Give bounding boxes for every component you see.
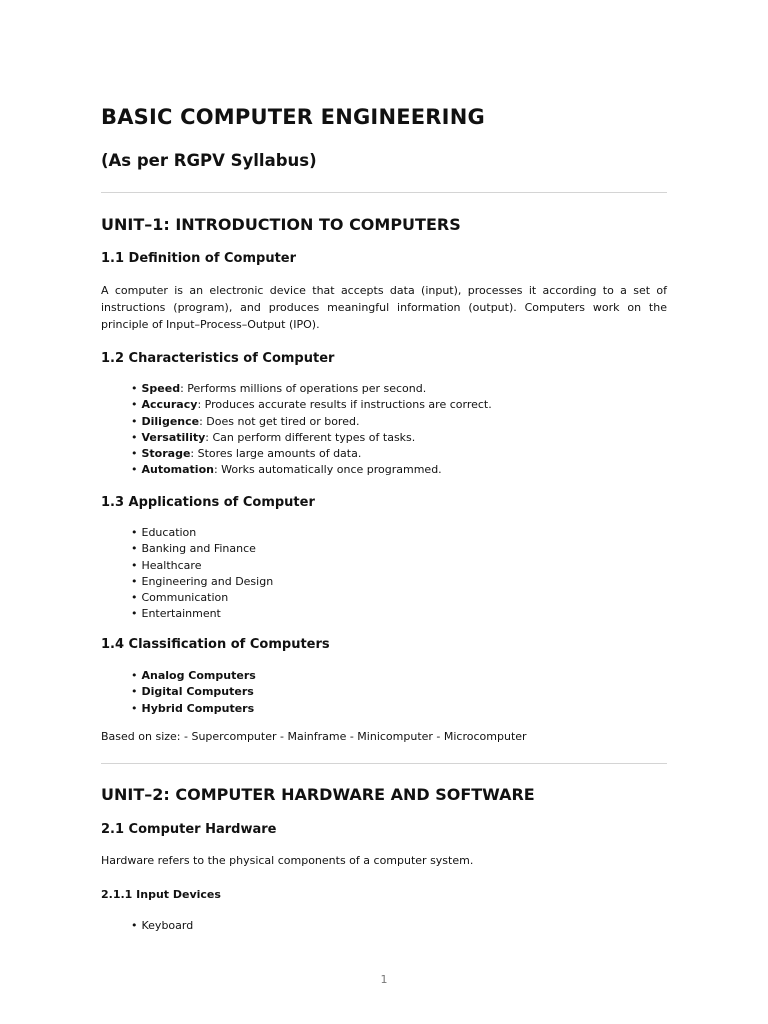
applications-list bbox=[131, 525, 273, 623]
divider bbox=[101, 192, 667, 193]
section-1-3-heading: 1.3 Applications of Computer bbox=[101, 495, 315, 510]
list-item: • Analog Computers bbox=[131, 669, 256, 682]
list-item: • Accuracy: Produces accurate results if instructions are correct. bbox=[131, 398, 492, 412]
list-item: • Storage: Stores large amounts of data. bbox=[131, 447, 362, 461]
list-item: • Healthcare bbox=[131, 558, 202, 572]
list-item: • Hybrid Computers bbox=[131, 701, 255, 715]
list-item: • Banking and Finance bbox=[131, 542, 256, 556]
list-item: • Communication bbox=[131, 591, 229, 605]
characteristics-list bbox=[131, 381, 492, 479]
unit2-heading: UNIT–2: COMPUTER HARDWARE AND SOFTWARE bbox=[101, 785, 535, 804]
section-2-1-text: Hardware refers to the physical components of a computer system. bbox=[101, 854, 474, 867]
list-item: • Speed: Performs millions of operations per second. bbox=[131, 382, 427, 395]
list-item: • Keyboard bbox=[131, 919, 194, 932]
page-number: 1 bbox=[380, 973, 388, 986]
list-item: • Engineering and Design bbox=[131, 574, 274, 588]
section-2-1-1-heading: 2.1.1 Input Devices bbox=[101, 888, 221, 901]
classification-size-text: Based on size: - Supercomputer - Mainframe - Minicomputer - Microcomputer bbox=[101, 730, 527, 743]
section-1-1-text: A computer is an electronic device that accepts data (input), processes it according to a set of instructions (program), and produces meaningful information (output). Computers work on the principle of Input–Process–Output (IPO). bbox=[101, 284, 667, 331]
list-item: • Automation: Works automatically once programmed. bbox=[131, 463, 442, 477]
list-item: • Entertainment bbox=[131, 607, 221, 621]
document-title: BASIC COMPUTER ENGINEERING bbox=[101, 105, 485, 129]
section-1-4-heading: 1.4 Classification of Computers bbox=[101, 637, 330, 652]
list-item: • Digital Computers bbox=[131, 685, 254, 699]
classification-list bbox=[131, 668, 256, 717]
divider bbox=[101, 763, 667, 764]
input-devices-list bbox=[131, 918, 193, 934]
section-1-1-heading: 1.1 Definition of Computer bbox=[101, 251, 297, 266]
document-subtitle: (As per RGPV Syllabus) bbox=[101, 151, 317, 170]
section-2-1-heading: 2.1 Computer Hardware bbox=[101, 822, 277, 837]
unit1-heading: UNIT–1: INTRODUCTION TO COMPUTERS bbox=[101, 215, 461, 234]
list-item: • Versatility: Can perform different types of tasks. bbox=[131, 430, 416, 444]
list-item: • Diligence: Does not get tired or bored. bbox=[131, 414, 360, 428]
list-item: • Education bbox=[131, 526, 197, 539]
section-1-2-heading: 1.2 Characteristics of Computer bbox=[101, 351, 335, 366]
